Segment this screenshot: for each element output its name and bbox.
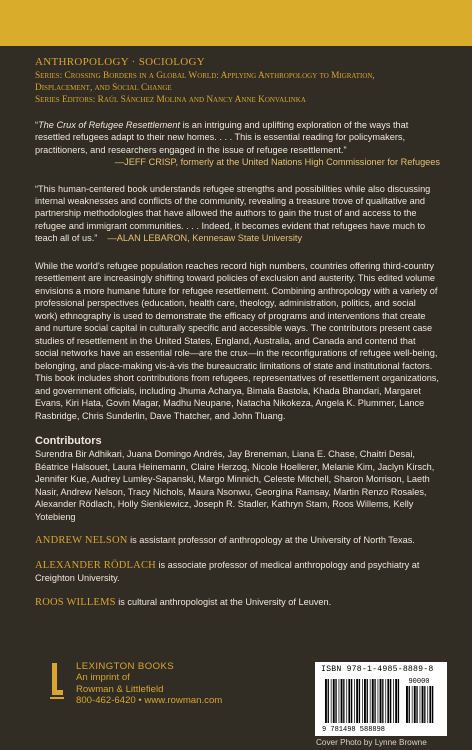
author-bio-1 — [35, 534, 440, 548]
barcode-bar — [412, 686, 413, 723]
barcode-bar — [356, 679, 358, 723]
book-description: While the world’s refugee population reaches record high numbers, countries offering third-country resettlement are increasingly shifting toward policies of exclusion and austerity. This edited volume envisions a more humane future for refugee resettlement. Combining anthropology with a variety of professional perspectives (education, health care, theology, administration, politics, and social work) ethnography is used to demonstrate the efficacy of programs and interventions that create and nurture social capital in culturally specific and accessible ways. The contributors present case studies of resettlement in the United States, England, Australia, and Canada and contend that social networks have an essential role—are the crux—in the reconfigurations of refugee well-being, belonging, and place-making vis-à-vis the bureaucratic limitations of state and institutional factors. This book includes short contributions from refugees, representatives of resettlement organizations, and government officials, including Jhuma Acharya, Bimala Bastola, Khada Bhandari, Margaret Evans, Kiri Hata, Govin Magar, Madhu Neupane, Natacha Nikokeza, Angela K. Plummer, Lance Rasbridge, Chris Sunderlin, Dave Thatcher, and John Tluang. — [35, 260, 439, 421]
series-editors: Series Editors: Raúl Sánchez Molina and Nancy Anne Konvalinka — [35, 95, 306, 105]
barcode-bar — [416, 686, 417, 723]
contributors-list: Surendra Bir Adhikari, Juana Domingo Andrés, Jay Breneman, Liana E. Chase, Chaitri Desai, Béatrice Halsouet, Laura Heinemann, Claire Herzog, Nicole Hoellerer, Melanie Kim, Jaclyn Kirsch, Jennifer Kue, Audrey Lumley-Sapanski, Margo Minnich, Celeste Mitchell, Sharon Morrison, Laeth Nasir, Andrew Nelson, Tracy Nichols, Maura Nsonwu, Georgina Ramsay, Martin Renzo Rosales, Alexander Rödlach, Holly Sienkiewicz, Joseph R. Stadler, Kathryn Stam, Roos Willems, Kelly Yotebieng — [35, 449, 435, 522]
barcode-bar — [362, 679, 363, 723]
book-title-italic: The Crux of Refugee Resettlement — [38, 120, 181, 130]
author-name: ALEXANDER RÖDLACH — [35, 559, 156, 571]
barcode-bar — [390, 679, 391, 723]
barcode-bar — [331, 679, 332, 723]
isbn-barcode — [315, 662, 447, 736]
barcode-bar — [343, 679, 344, 723]
barcode-bar — [382, 679, 383, 723]
publisher-info — [76, 661, 222, 707]
cover-text-column — [35, 56, 440, 618]
author-bio-2 — [35, 559, 440, 585]
author-description: is cultural anthropologist at the University of Leuven. — [115, 596, 332, 607]
quote-2-attribution: —ALAN LEBARON, Kennesaw State University — [107, 233, 303, 244]
barcode-bar — [395, 679, 397, 723]
barcode-bar — [432, 686, 433, 723]
barcode-graphic — [319, 677, 443, 733]
barcode-bar — [393, 679, 394, 723]
barcode-bar — [409, 686, 410, 723]
price-code: 90000 — [408, 678, 430, 686]
barcode-bar — [367, 679, 368, 723]
barcode-bar — [374, 679, 375, 723]
barcode-bar — [385, 679, 386, 723]
barcode-bars-main — [325, 679, 399, 723]
series-info — [35, 70, 440, 106]
barcode-bar — [348, 679, 350, 723]
barcode-bar — [378, 679, 379, 723]
imprint-line-2: Rowman & Littlefield — [76, 683, 164, 695]
author-description: is associate professor of medical anthropology and psychiatry at Creighton University. — [35, 559, 420, 584]
author-description: is assistant professor of anthropology at the University of North Texas. — [127, 535, 415, 546]
author-name: ROOS WILLEMS — [35, 596, 116, 608]
barcode-bar — [351, 679, 352, 723]
barcode-bar — [387, 679, 389, 723]
cover-footer — [0, 650, 472, 750]
publisher-name: LEXINGTON BOOKS — [76, 661, 175, 672]
barcode-bar — [406, 686, 408, 723]
barcode-bar — [325, 679, 327, 723]
barcode-bar — [359, 679, 360, 723]
barcode-bar — [422, 686, 424, 723]
photo-credit: Cover Photo by Lynne Browne — [316, 738, 427, 747]
barcode-bar — [333, 679, 335, 723]
barcode-bar — [364, 679, 366, 723]
barcode-bars-addon — [406, 686, 433, 723]
quote-1-text: is an intriguing and uplifting exploration of the ways that resettled refugees adapt to their new homes. . . . This is essential reading for policymakers, practitioners, and researchers engaged in the issue of refugee resettlement.” — [35, 120, 409, 155]
quote-2-text: “This human-centered book understands refugee strengths and possibilities while also discussing internal weaknesses and conflicts of the community, revealing a treasure trove of qualitative and partnership methodologies that have allowed the authors to gain the trust of and access to the refugee and immigrant communities. . . . Indeed, it becomes evident that refugees have much to teach all of us.” — [35, 183, 431, 244]
ean-digits: 9 781498 588898 — [322, 726, 386, 733]
barcode-bar — [398, 679, 399, 723]
barcode-bar — [372, 679, 374, 723]
publisher-contact: 800-462-6420 • www.rowman.com — [76, 695, 223, 707]
series-title-line2: Displacement, and Social Change — [35, 83, 172, 93]
barcode-bar — [354, 679, 355, 723]
barcode-bar — [429, 686, 431, 723]
isbn-number: ISBN 978-1-4985-8889-8 — [321, 665, 434, 674]
barcode-bar — [341, 679, 343, 723]
barcode-bar — [370, 679, 371, 723]
imprint-line-1: An imprint of — [76, 672, 130, 684]
barcode-bar — [335, 679, 336, 723]
endorsement-quote-1: “The Crux of Refugee Resettlement is an intriguing and uplifting exploration of the ways that resettled refugees adapt to their new homes. . . . This is essential reading for policymakers, practitioners, and researchers engaged in the issue of refugee resettlement.” —JEFF CRISP, formerly at the United Nations High Commissioner for Refugees — [35, 120, 440, 168]
barcode-bar — [328, 679, 329, 723]
barcode-bar — [414, 686, 416, 723]
barcode-bar — [420, 686, 421, 723]
quote-1-attribution: —JEFF CRISP, formerly at the United Nations High Commissioner for Refugees — [114, 157, 440, 168]
author-name: ANDREW NELSON — [35, 535, 128, 547]
top-color-band — [0, 0, 472, 46]
lexington-logo-icon — [50, 663, 64, 701]
endorsement-quote-2 — [35, 183, 440, 245]
series-title-line1: Series: Crossing Borders in a Global World: Applying Anthropology to Migration, — [35, 71, 375, 81]
barcode-bar — [427, 686, 428, 723]
barcode-bar — [424, 686, 425, 723]
subject-category: ANTHROPOLOGY · SOCIOLOGY — [35, 56, 205, 68]
barcode-bar — [346, 679, 347, 723]
contributors-heading: Contributors — [35, 435, 102, 448]
author-bio-3 — [35, 596, 440, 610]
barcode-bar — [380, 679, 382, 723]
barcode-bar — [339, 679, 340, 723]
